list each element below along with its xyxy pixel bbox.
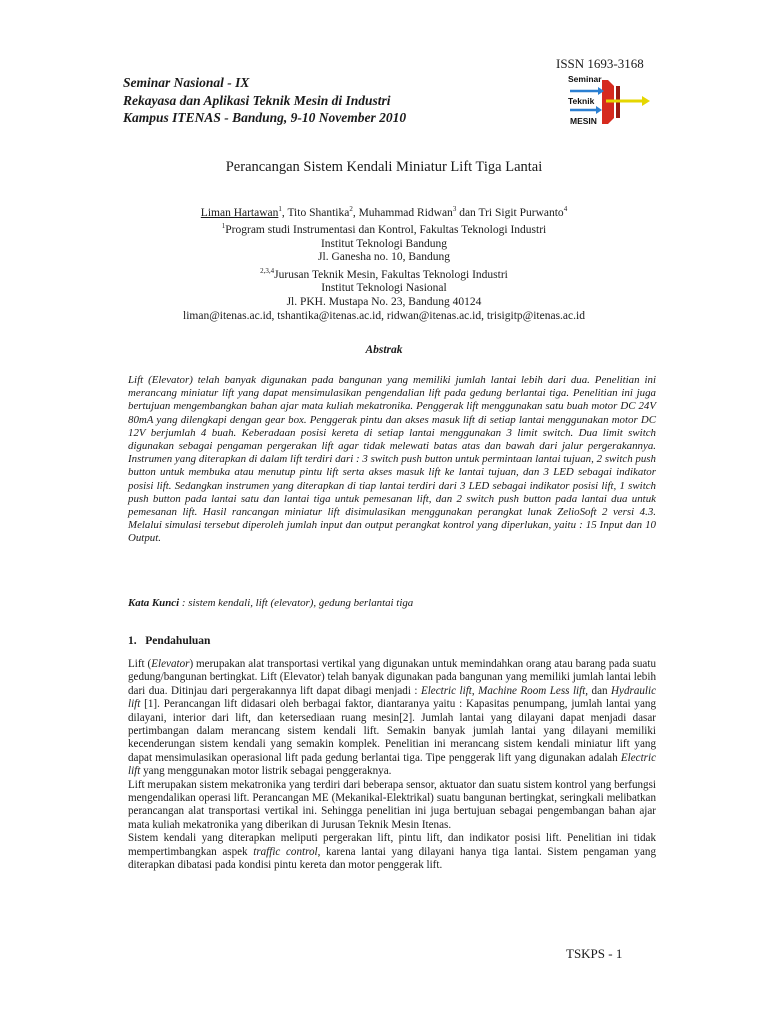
author-emails: liman@itenas.ac.id, tshantika@itenas.ac.id, ridwan@itenas.ac.id, trisigitp@itenas.ac.id bbox=[183, 309, 585, 322]
text-run: yang menggunakan motor listrik sebagai penggeraknya. bbox=[140, 765, 392, 778]
author-2-sup: 2 bbox=[349, 205, 353, 213]
logo-yellow-arrowhead bbox=[642, 96, 650, 106]
keywords bbox=[128, 597, 656, 609]
paragraph-2: Lift merupakan sistem mekatronika yang terdiri dari beberapa sensor, aktuator dan suatu sistem kontrol yang berfungsi mengendalikan operasi lift. Perancangan ME (Mekanikal-Elektrikal) suatu bangunan bertingkat, seringkali melibatkan perancangan alat transportasi vertikal ini. Sehingga penelitian ini juga bertujuan sebagai pengembangan bahan ajar mata kuliah mekatronika yang diberikan di Jurusan Teknik Mesin Itenas. bbox=[128, 778, 656, 831]
text-run: [1]. Perancangan lift didasari oleh berbagai faktor, diantaranya yaitu : Kapasitas penumpang, jumlah lantai yang dilayani, interior dari lift, dan ketersediaan ruang mesin[2]. Jumlah lantai yang dilayani dapat menjadi dasar pertimbangan dalam merancang sistem kendali lift. Semakin banyak jumlah lantai yang dilayani memiliki kecenderungan sistem kendali yang semakin komplek. Penelitian ini merancang sistem kendali miniatur lift yang dapat mensimulasikan operasional lift pada gedung berlantai tiga. Tipe penggerak lift yang digunakan adalah bbox=[128, 698, 656, 764]
section-number: 1. bbox=[128, 635, 137, 647]
author-block bbox=[120, 203, 648, 323]
affiliation-1-line-1 bbox=[120, 220, 648, 237]
logo-word-seminar: Seminar bbox=[568, 74, 602, 84]
seminar-header bbox=[123, 74, 406, 127]
section-heading bbox=[128, 635, 210, 647]
author-4: Tri Sigit Purwanto bbox=[478, 206, 564, 219]
section-title: Pendahuluan bbox=[145, 635, 211, 647]
author-sep: , bbox=[281, 206, 288, 219]
affiliation-1-sup: 1 bbox=[221, 222, 226, 231]
author-3: Muhammad Ridwan bbox=[358, 206, 453, 219]
issn-number: ISSN 1693-3168 bbox=[556, 56, 644, 71]
abstract-text: Lift (Elevator) telah banyak digunakan pada bangunan yang memiliki jumlah lantai lebih dari dua. Penelitian ini merancang miniatur lift yang dapat mensimulasikan pengendalian lift pada gedung berlantai tiga. Penelitian ini juga bertujuan mengembangkan bahan ajar mata kuliah mekatronika. Penggerak lift menggunakan satu buah motor DC 24V 80mA yang dilengkapi dengan gear box. Penggerak pintu dan akses masuk lift di setiap lantai menggunakan motor DC 12V berjumlah 4 buah. Keberadaan posisi kereta di setiap lantai menggunakan 3 limit switch. Dua limit switch digunakan sebagai pengaman pergerakan lift agar tidak melewati batas atas dan bawah dari jalur pergerakannya. Instrumen yang diterapkan di dalam lift terdiri dari : 3 switch push button untuk permintaan lantai tujuan, 2 switch push button untuk membuka atau menutup pintu lift serta akses masuk lift ke lantai tujuan, dan 3 LED sebagai indikator posisi lift. Sedangkan instrumen yang diterapkan di tiap lantai terdiri dari 3 LED sebagai indikator posisi lift, 1 switch push button pada lantai satu dan lantai tiga untuk pemesanan lift, dan 2 switch push button pada lantai dua untuk pemesanan lift. Hasil rancangan miniatur lift disimulasikan menggunakan perangkat lunak ZelioSoft 2 versi 4.3. Melalui simulasi tersebut diperoleh jumlah input dan output perangkat kontrol yang diperlukan, yaitu : 15 Input dan 10 Output. bbox=[128, 374, 656, 545]
logo-word-mesin: MESIN bbox=[570, 116, 597, 126]
affiliation-2-dept: Jurusan Teknik Mesin, Fakultas Teknologi Industri bbox=[274, 268, 508, 281]
seminar-venue-date: Kampus ITENAS - Bandung, 9-10 November 2010 bbox=[123, 110, 407, 125]
keywords-label: Kata Kunci bbox=[128, 597, 180, 609]
text-run: ) merupakan alat transportasi vertikal yang digunakan untuk memindahkan orang atau barang pada suatu gedung/bangunan bertingkat. Lift (Elevator) telah banyak digunakan pada bangunan yang memiliki jumlah lantai lebih dari dua. Ditinjau dari pergerakannya lift dapat dibagi menjadi : bbox=[128, 658, 656, 697]
author-2: Tito Shantika bbox=[287, 206, 350, 219]
text-run-italic: Machine Room Less lift bbox=[478, 684, 586, 697]
affiliation-2-address: Jl. PKH. Mustapa No. 23, Bandung 40124 bbox=[286, 296, 482, 309]
paragraph-3 bbox=[128, 832, 656, 872]
affiliation-2-institution: Institut Teknologi Nasional bbox=[321, 282, 447, 295]
paragraph-1 bbox=[128, 658, 656, 779]
keywords-text: : sistem kendali, lift (elevator), gedung berlantai tiga bbox=[179, 597, 414, 609]
affiliation-1-institution: Institut Teknologi Bandung bbox=[320, 237, 448, 250]
text-run: , dan bbox=[585, 684, 612, 697]
author-4-sup: 4 bbox=[563, 205, 568, 213]
body-text bbox=[128, 658, 656, 873]
affiliation-2-line-1 bbox=[120, 265, 648, 282]
text-run: , karena lantai yang dilayani hanya tiga lantai. Sistem pengaman yang diterapkan dibatasi pada kondisi pintu kereta dan motor penggerak lift. bbox=[128, 845, 656, 872]
author-3-sup: 3 bbox=[452, 205, 457, 213]
text-run-italic: Elevator bbox=[151, 658, 190, 670]
text-run-italic: Electric lift bbox=[128, 751, 656, 778]
affiliation-1-address: Jl. Ganesha no. 10, Bandung bbox=[318, 251, 450, 264]
affiliation-2-sup: 2,3,4 bbox=[260, 267, 275, 276]
author-1: Liman Hartawan bbox=[200, 206, 279, 219]
author-list bbox=[120, 203, 648, 220]
seminar-name: Seminar Nasional - IX bbox=[123, 75, 250, 90]
text-run: Lift ( bbox=[128, 658, 152, 670]
seminar-theme: Rekayasa dan Aplikasi Teknik Mesin di Industri bbox=[123, 92, 391, 108]
paper-title: Perancangan Sistem Kendali Miniatur Lift Tiga Lantai bbox=[225, 159, 543, 175]
author-sep: dan bbox=[456, 206, 479, 219]
text-run: Sistem kendali yang diterapkan meliputi pergerakan lift, pintu lift, dan indikator posisi lift. Penelitian ini tidak mempertimbangkan aspek bbox=[128, 832, 656, 858]
abstract-heading: Abstrak bbox=[365, 344, 403, 356]
text-run-italic: Hydraulic lift bbox=[128, 684, 657, 711]
author-1-sup: 1 bbox=[278, 205, 282, 213]
logo-blue-arrowhead-2 bbox=[596, 106, 602, 114]
seminar-logo bbox=[566, 74, 656, 130]
text-run-italic: Electric lift bbox=[420, 684, 472, 697]
page-footer: TSKPS - 1 bbox=[566, 946, 623, 961]
text-run-italic: traffic control bbox=[253, 845, 318, 858]
affiliation-1-dept: Program studi Instrumentasi dan Kontrol, Fakultas Teknologi Industri bbox=[225, 224, 547, 237]
text-run: , bbox=[471, 684, 479, 697]
author-sep: , bbox=[352, 206, 359, 219]
logo-word-teknik: Teknik bbox=[568, 96, 595, 106]
